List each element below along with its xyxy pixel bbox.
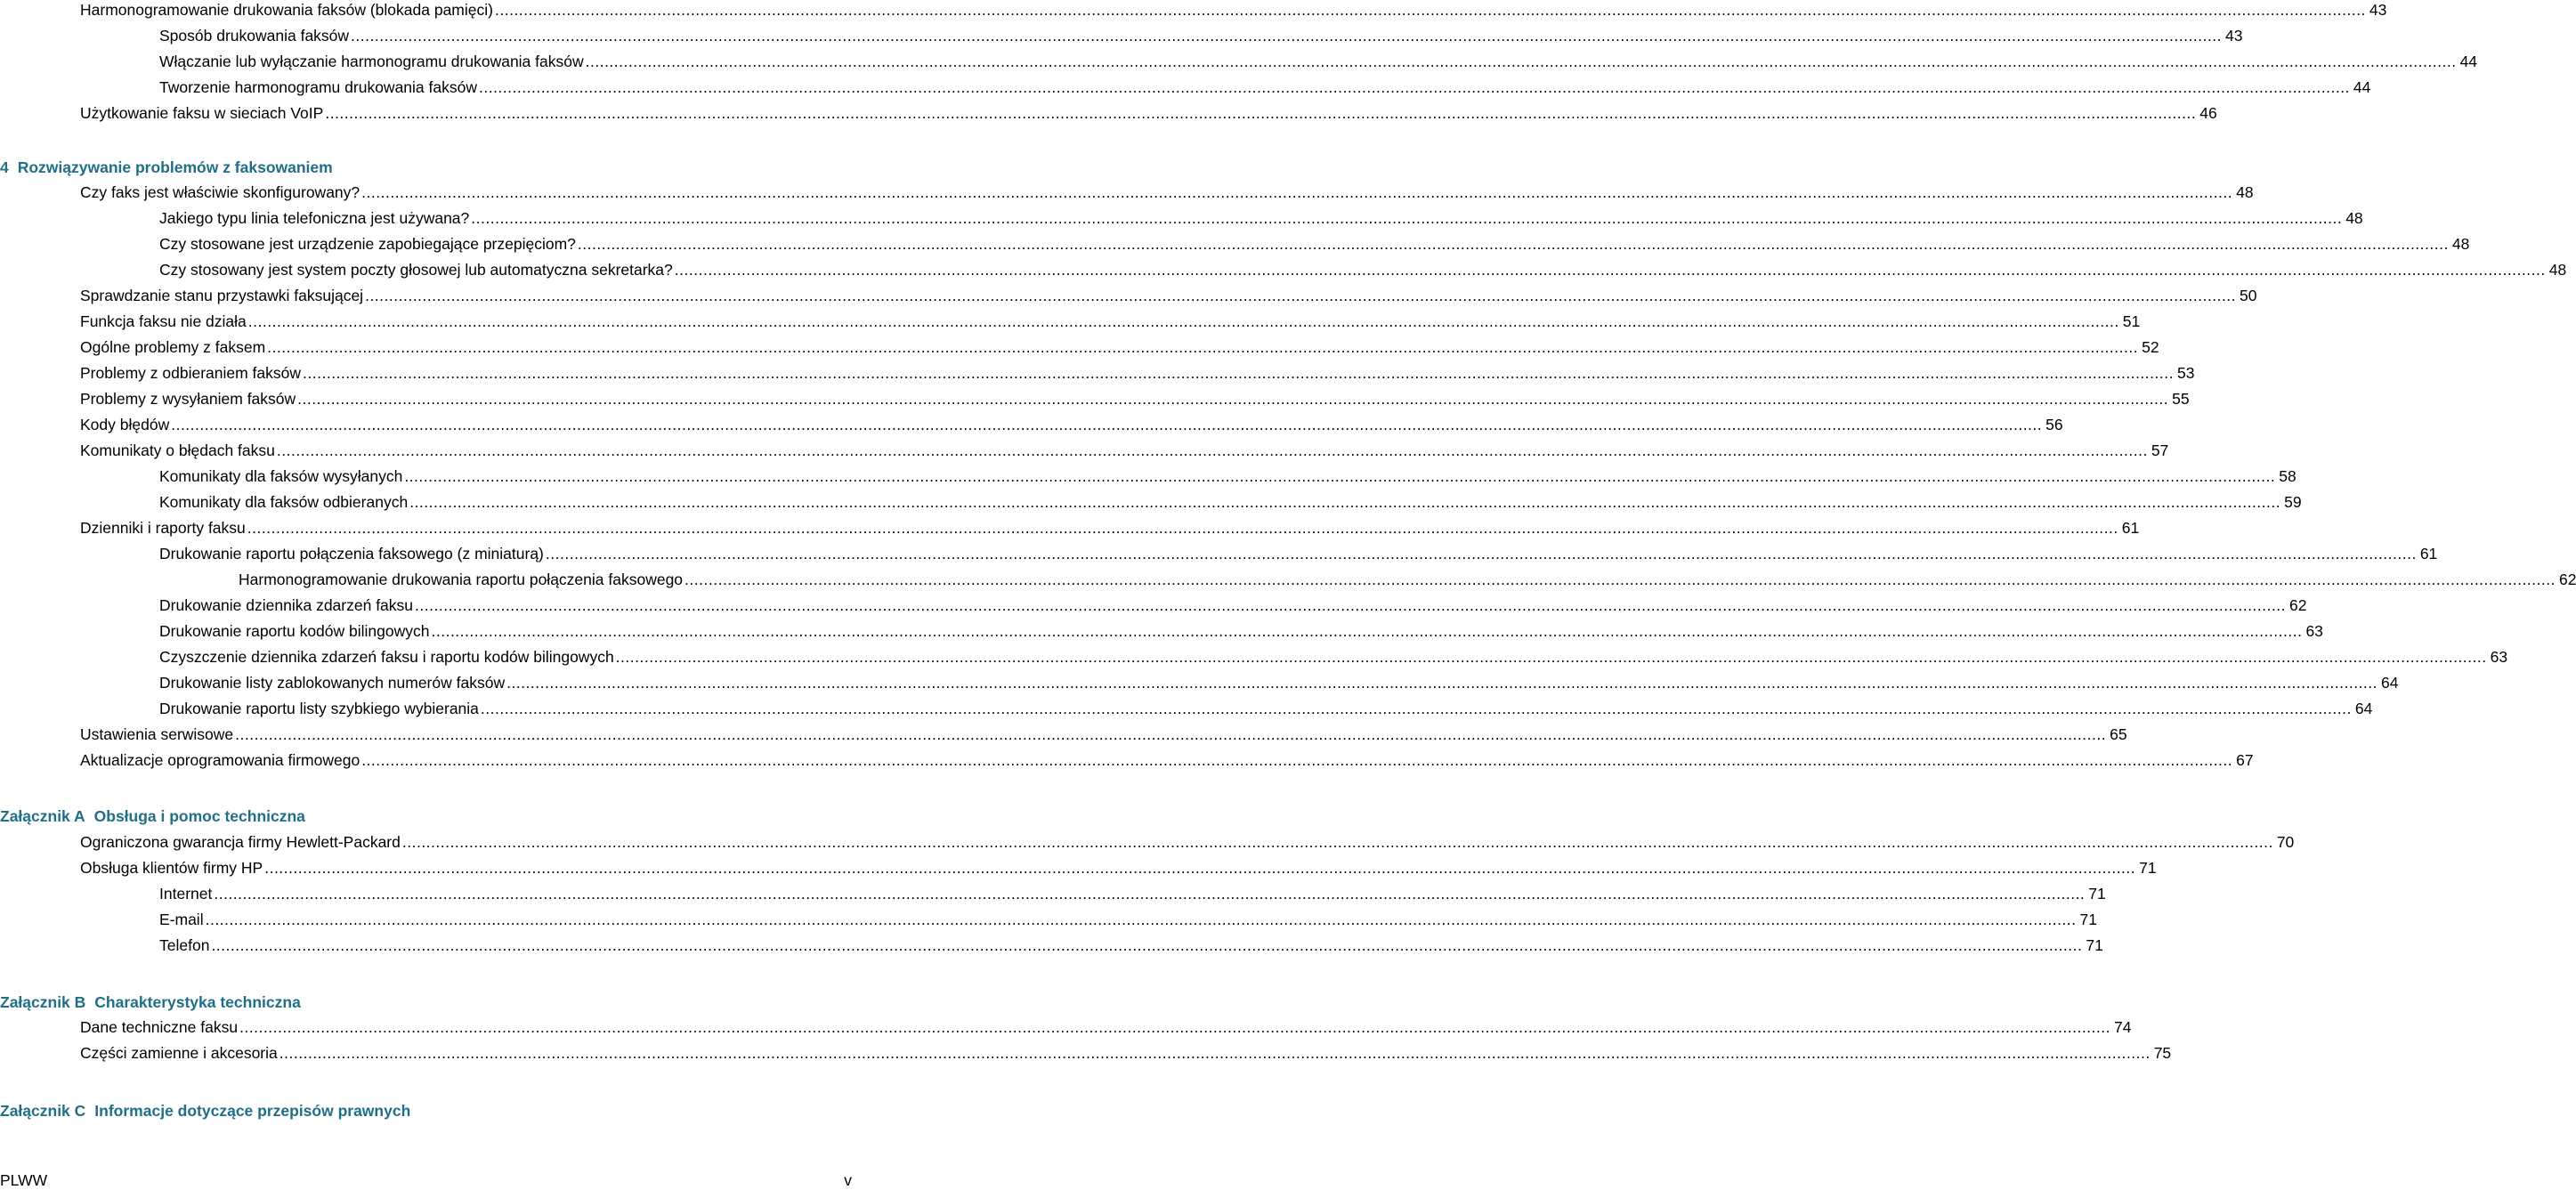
toc-entry[interactable]: [0, 724, 2127, 745]
toc-entry[interactable]: [0, 77, 2371, 98]
toc-leader-dots: [325, 102, 2196, 124]
toc-entry-page: 44: [2353, 78, 2371, 96]
toc-leader-dots: [404, 465, 2275, 487]
toc-leader-dots: [267, 336, 2138, 358]
toc-entry-page: 43: [2369, 1, 2387, 19]
toc-entry-title: Ogólne problemy z faksem: [80, 338, 266, 356]
toc-entry-title: Harmonogramowanie drukowania faksów (blokada pamięci): [80, 1, 493, 19]
toc-entry-page: 70: [2276, 833, 2295, 851]
toc-entry-page: 56: [2045, 416, 2063, 433]
toc-leader-dots: [279, 1042, 2151, 1064]
section-number: 4: [0, 158, 9, 176]
toc-entry[interactable]: [0, 259, 2567, 280]
toc-entry-page: 48: [2451, 235, 2470, 253]
toc-leader-dots: [206, 909, 2077, 930]
toc-leader-dots: [297, 388, 2168, 409]
toc-entry-title: Drukowanie raportu listy szybkiego wybierania: [159, 700, 479, 717]
toc-entry[interactable]: [0, 569, 2576, 590]
toc-entry[interactable]: [0, 1042, 2172, 1064]
toc-leader-dots: [415, 595, 2286, 616]
toc-entry[interactable]: [0, 935, 2103, 956]
toc-entry[interactable]: [0, 311, 2141, 332]
toc-entry-page: 48: [2345, 209, 2363, 227]
toc-entry-page: 53: [2176, 364, 2195, 382]
toc-entry-title: Komunikaty o błędach faksu: [80, 441, 275, 459]
toc-entry[interactable]: [0, 102, 2217, 124]
toc-leader-dots: [471, 207, 2342, 229]
toc-entry[interactable]: [0, 883, 2106, 904]
toc-leader-dots: [365, 285, 2236, 306]
toc-leader-dots: [239, 1016, 2110, 1038]
toc-entry[interactable]: [0, 440, 2169, 461]
section-heading[interactable]: [0, 156, 333, 179]
toc-leader-dots: [214, 883, 2085, 904]
section-title: Charakterystyka techniczna: [94, 993, 301, 1011]
toc-leader-dots: [616, 646, 2487, 668]
toc-leader-dots: [432, 620, 2303, 642]
toc-entry[interactable]: [0, 233, 2470, 255]
toc-entry[interactable]: [0, 465, 2297, 487]
toc-entry-page: 59: [2284, 493, 2302, 511]
toc-entry-page: 75: [2153, 1044, 2172, 1062]
toc-entry-title: Czy faks jest właściwie skonfigurowany?: [80, 183, 360, 201]
toc-entry-title: E-mail: [159, 911, 204, 928]
toc-entry-title: Harmonogramowanie drukowania raportu połączenia faksowego: [239, 571, 684, 588]
toc-entry-title: Komunikaty dla faksów odbieranych: [159, 493, 409, 511]
toc-leader-dots: [479, 77, 2350, 98]
toc-entry-title: Dzienniki i raporty faksu: [80, 519, 246, 537]
section-heading[interactable]: [0, 991, 301, 1014]
toc-entry[interactable]: [0, 517, 2140, 538]
toc-entry[interactable]: [0, 182, 2254, 203]
toc-entry-title: Ustawienia serwisowe: [80, 725, 234, 743]
toc-leader-dots: [361, 182, 2232, 203]
toc-leader-dots: [409, 491, 2280, 513]
section-title: Obsługa i pomoc techniczna: [93, 807, 305, 825]
toc-entry-page: 67: [2236, 751, 2254, 769]
toc-entry-title: Aktualizacje oprogramowania firmowego: [80, 751, 360, 769]
toc-entry-page: 64: [2381, 674, 2399, 692]
toc-leader-dots: [675, 259, 2546, 280]
toc-entry-page: 46: [2199, 104, 2217, 122]
toc-entry[interactable]: [0, 25, 2243, 46]
toc-entry-title: Części zamienne i akcesoria: [80, 1044, 278, 1062]
toc-entry[interactable]: [0, 749, 2254, 771]
section-heading[interactable]: [0, 805, 305, 828]
toc-entry-title: Czy stosowane jest urządzenie zapobiegające przepięciom?: [159, 235, 576, 253]
toc-leader-dots: [303, 362, 2174, 384]
toc-entry-page: 71: [2139, 859, 2157, 877]
toc-leader-dots: [264, 857, 2135, 878]
section-title: Informacje dotyczące przepisów prawnych: [94, 1102, 411, 1120]
toc-entry[interactable]: [0, 672, 2399, 693]
toc-entry-title: Czy stosowany jest system poczty głosowej lub automatyczna sekretarka?: [159, 261, 673, 279]
toc-entry-title: Drukowanie raportu połączenia faksowego (z miniaturą): [159, 545, 544, 563]
toc-entry-title: Funkcja faksu nie działa: [80, 312, 247, 330]
section-number: Załącznik A: [0, 807, 85, 825]
toc-entry[interactable]: [0, 207, 2363, 229]
toc-entry[interactable]: [0, 831, 2295, 853]
toc-entry-page: 62: [2558, 571, 2576, 588]
toc-entry-page: 58: [2279, 467, 2297, 485]
toc-entry[interactable]: [0, 909, 2097, 930]
toc-leader-dots: [546, 543, 2417, 564]
toc-entry-title: Drukowanie raportu kodów bilingowych: [159, 622, 430, 640]
toc-entry-page: 48: [2236, 183, 2254, 201]
toc-entry-title: Jakiego typu linia telefoniczna jest używana?: [159, 209, 470, 227]
toc-entry-page: 71: [2088, 885, 2106, 903]
toc-leader-dots: [235, 724, 2106, 745]
toc-entry-title: Sposób drukowania faksów: [159, 27, 350, 45]
toc-entry[interactable]: [0, 0, 2387, 20]
toc-leader-dots: [248, 311, 2119, 332]
toc-entry-title: Obsługa klientów firmy HP: [80, 859, 263, 877]
toc-entry[interactable]: [0, 620, 2323, 642]
toc-entry[interactable]: [0, 491, 2302, 513]
toc-leader-dots: [506, 672, 2378, 693]
toc-entry-title: Drukowanie listy zablokowanych numerów faksów: [159, 674, 506, 692]
toc-entry-page: 71: [2079, 911, 2097, 928]
toc-leader-dots: [277, 440, 2148, 461]
toc-entry-title: Dane techniczne faksu: [80, 1018, 239, 1036]
toc-leader-dots: [495, 0, 2366, 20]
section-heading[interactable]: [0, 1099, 410, 1122]
toc-entry[interactable]: [0, 543, 2438, 564]
toc-entry[interactable]: [0, 595, 2307, 616]
toc-entry-title: Telefon: [159, 936, 210, 954]
toc-entry-title: Internet: [159, 885, 213, 903]
section-number: Załącznik C: [0, 1102, 86, 1120]
footer-page-number: v: [844, 1171, 852, 1189]
toc-entry-page: 44: [2459, 53, 2478, 70]
toc-entry-title: Włączanie lub wyłączanie harmonogramu drukowania faksów: [159, 53, 584, 70]
toc-entry-page: 63: [2305, 622, 2323, 640]
toc-entry[interactable]: [0, 646, 2508, 668]
toc-entry-page: 74: [2114, 1018, 2132, 1036]
toc-entry-page: 48: [2548, 261, 2567, 279]
toc-entry-title: Ograniczona gwarancja firmy Hewlett-Packard: [80, 833, 401, 851]
toc-leader-dots: [586, 51, 2457, 72]
toc-entry-title: Użytkowanie faksu w sieciach VoIP: [80, 104, 324, 122]
toc-entry-title: Czyszczenie dziennika zdarzeń faksu i raportu kodów bilingowych: [159, 648, 614, 666]
section-title: Rozwiązywanie problemów z faksowaniem: [17, 158, 333, 176]
toc-entry-page: 52: [2142, 338, 2159, 356]
toc-entry-title: Problemy z wysyłaniem faksów: [80, 390, 296, 408]
toc-entry-page: 43: [2224, 27, 2243, 45]
toc-entry[interactable]: [0, 51, 2478, 72]
toc-entry-page: 51: [2122, 312, 2141, 330]
toc-leader-dots: [578, 233, 2449, 255]
toc-entry-title: Komunikaty dla faksów wysyłanych: [159, 467, 403, 485]
section-number: Załącznik B: [0, 993, 86, 1011]
toc-entry-page: 63: [2490, 648, 2508, 666]
toc-entry-page: 61: [2419, 545, 2438, 563]
toc-entry[interactable]: [0, 388, 2190, 409]
toc-leader-dots: [171, 414, 2042, 435]
toc-leader-dots: [247, 517, 2118, 538]
toc-entry-title: Kody błędów: [80, 416, 170, 433]
toc-entry-page: 65: [2110, 725, 2127, 743]
toc-entry[interactable]: [0, 857, 2157, 878]
toc-entry-page: 64: [2354, 700, 2373, 717]
toc-leader-dots: [211, 935, 2082, 956]
toc-entry-page: 61: [2121, 519, 2140, 537]
toc-entry[interactable]: [0, 362, 2195, 384]
toc-entry[interactable]: [0, 1016, 2132, 1038]
toc-leader-dots: [685, 569, 2556, 590]
toc-leader-dots: [481, 698, 2352, 719]
toc-entry-page: 57: [2151, 441, 2169, 459]
toc-entry[interactable]: [0, 414, 2063, 435]
footer-document-code: PLWW: [0, 1171, 48, 1189]
toc-leader-dots: [361, 749, 2232, 771]
toc-entry-title: Sprawdzanie stanu przystawki faksującej: [80, 287, 364, 304]
toc-leader-dots: [402, 831, 2273, 853]
toc-entry-page: 50: [2240, 287, 2257, 304]
toc-leader-dots: [351, 25, 2222, 46]
toc-entry[interactable]: [0, 336, 2159, 358]
toc-entry-title: Problemy z odbieraniem faksów: [80, 364, 302, 382]
toc-entry[interactable]: [0, 285, 2257, 306]
toc-entry[interactable]: [0, 698, 2373, 719]
toc-entry-page: 62: [2288, 596, 2307, 614]
toc-entry-title: Drukowanie dziennika zdarzeń faksu: [159, 596, 414, 614]
toc-entry-page: 71: [2086, 936, 2103, 954]
toc-entry-page: 55: [2172, 390, 2190, 408]
toc-entry-title: Tworzenie harmonogramu drukowania faksów: [159, 78, 477, 96]
